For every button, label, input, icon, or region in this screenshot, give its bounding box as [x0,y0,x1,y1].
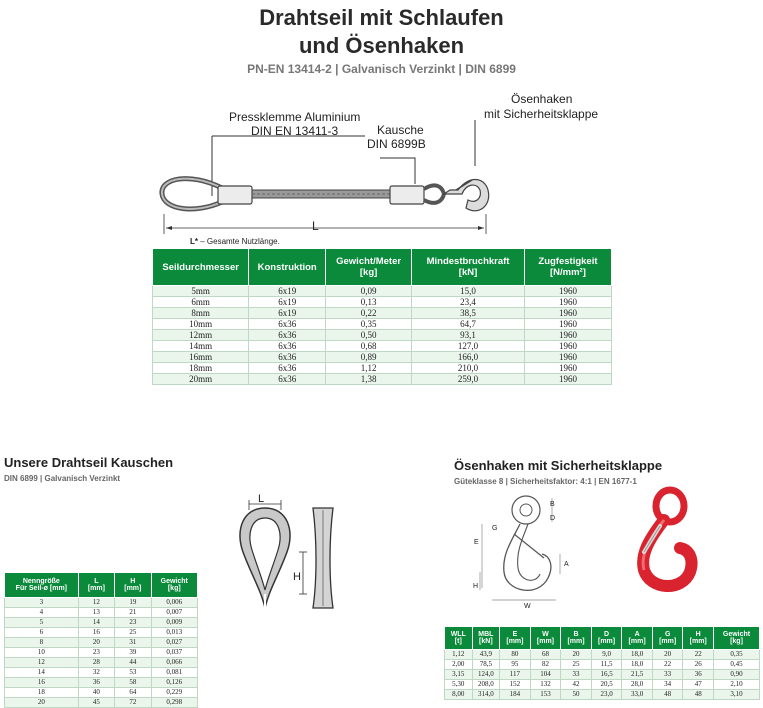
table-cell: 78,5 [472,660,500,670]
table-cell: 0,13 [326,297,412,308]
table-cell: 0,22 [326,308,412,319]
table-cell: 0,027 [151,638,197,648]
table-cell: 82 [530,660,561,670]
hook-dim-e: E [474,539,479,546]
table-cell: 0,006 [151,598,197,608]
length-note: L* – Gesamte Nutzlänge. [190,237,280,246]
table-cell: 3,15 [445,670,473,680]
table-cell: 0,126 [151,678,197,688]
table-cell: 0,45 [713,660,759,670]
table-cell: 5,30 [445,680,473,690]
table-row [5,598,198,608]
table-cell: 259,0 [412,374,525,385]
kauschen-title: Unsere Drahtseil Kauschen [4,455,174,470]
table-cell: 1960 [524,308,611,319]
table-cell: 4 [5,608,79,618]
table-row [153,352,612,363]
table-cell: 18mm [153,363,249,374]
table-cell: 20,5 [591,680,622,690]
table-row [5,678,198,688]
table-row [5,608,198,618]
header-e: E [mm] [500,627,531,650]
thimble-dim-h: H [293,571,301,583]
table-cell: 50 [561,690,592,700]
table-cell: 23 [115,618,151,628]
table-cell: 0,298 [151,698,197,708]
table-cell: 0,013 [151,628,197,638]
table-cell: 5 [5,618,79,628]
table-cell: 20 [78,638,114,648]
table-cell: 80 [500,650,531,660]
table-cell: 0,09 [326,286,412,297]
table-cell: 0,037 [151,648,197,658]
table-cell: 152 [500,680,531,690]
table-cell: 34 [652,680,683,690]
table-cell: 1,12 [445,650,473,660]
table-row [5,618,198,628]
header-konstruktion: Konstruktion [249,249,326,286]
hook-dim-d: D [550,515,556,522]
table-cell: 1960 [524,374,611,385]
table-cell: 6 [5,628,79,638]
table-cell: 1960 [524,319,611,330]
table-cell: 40 [78,688,114,698]
page-title-line1: Drahtseil mit Schlaufen [259,5,504,30]
table-cell: 21 [115,608,151,618]
table-cell: 16mm [153,352,249,363]
table-cell: 23,0 [591,690,622,700]
table-row [5,688,198,698]
table-cell: 26 [683,660,714,670]
header-nenngroesse: Nenngröße Für Seil-ø [mm] [5,573,79,598]
table-cell: 8 [5,638,79,648]
header-mbl: MBL [kN] [472,627,500,650]
table-cell: 33 [652,670,683,680]
hook-subtitle: Güteklasse 8 | Sicherheitsfaktor: 4:1 | EN 1677-1 [454,477,637,486]
hook-dim-w: W [524,603,531,610]
table-cell: 10 [5,648,79,658]
table-cell: 132 [530,680,561,690]
label-pressklemme-norm: DIN EN 13411-3 [251,124,339,138]
table-cell: 0,009 [151,618,197,628]
label-kausche: Kausche [377,123,424,137]
table-cell: 16 [78,628,114,638]
table-row [153,297,612,308]
table-cell: 31 [115,638,151,648]
table-cell: 18,0 [622,660,653,670]
table-cell: 43,9 [472,650,500,660]
table-cell: 0,89 [326,352,412,363]
table-cell: 25 [115,628,151,638]
table-cell: 210,0 [412,363,525,374]
table-cell: 16,5 [591,670,622,680]
header-l: L [mm] [78,573,114,598]
table-cell: 23,4 [412,297,525,308]
hook-dim-b: B [550,501,555,508]
table-cell: 1960 [524,286,611,297]
table-cell: 127,0 [412,341,525,352]
table-cell: 48 [652,690,683,700]
table-cell: 28 [78,658,114,668]
table-cell: 6x19 [249,297,326,308]
table-cell: 0,50 [326,330,412,341]
table-row [153,308,612,319]
table-cell: 23 [78,648,114,658]
kauschen-subtitle: DIN 6899 | Galvanisch Verzinkt [4,474,121,483]
table-cell: 0,35 [326,319,412,330]
table-cell: 18,0 [622,650,653,660]
table-cell: 12 [78,598,114,608]
table-cell: 1,38 [326,374,412,385]
table-cell: 6x36 [249,319,326,330]
table-cell: 68 [530,650,561,660]
table-row [5,638,198,648]
table-cell: 0,68 [326,341,412,352]
table-cell: 2,10 [713,680,759,690]
table-cell: 48 [683,690,714,700]
table-row [445,660,760,670]
table-cell: 47 [683,680,714,690]
table-cell: 8mm [153,308,249,319]
table-cell: 95 [500,660,531,670]
header-seildurchmesser: Seildurchmesser [153,249,249,286]
table-cell: 20 [652,650,683,660]
table-cell: 6x19 [249,286,326,297]
table-cell: 14mm [153,341,249,352]
table-cell: 0,007 [151,608,197,618]
table-cell: 6x36 [249,352,326,363]
label-kausche-norm: DIN 6899B [367,137,426,151]
table-cell: 36 [683,670,714,680]
table-cell: 36 [78,678,114,688]
table-row [153,286,612,297]
table-header-row [153,249,612,286]
table-row [5,628,198,638]
table-row [445,670,760,680]
wire-rope-spec-table [152,248,612,385]
table-cell: 14 [78,618,114,628]
hook-dim-h: H [473,583,479,590]
table-cell: 1960 [524,341,611,352]
header-a: A [mm] [622,627,653,650]
table-cell: 12mm [153,330,249,341]
label-length: L [312,219,319,233]
table-cell: 1,12 [326,363,412,374]
table-cell: 33,0 [622,690,653,700]
table-cell: 22 [652,660,683,670]
table-cell: 38,5 [412,308,525,319]
table-row [445,690,760,700]
table-cell: 166,0 [412,352,525,363]
table-cell: 124,0 [472,670,500,680]
table-cell: 14 [5,668,79,678]
table-cell: 6x36 [249,341,326,352]
table-cell: 10mm [153,319,249,330]
table-cell: 6x36 [249,330,326,341]
table-cell: 20 [561,650,592,660]
table-cell: 53 [115,668,151,678]
table-cell: 42 [561,680,592,690]
table-cell: 8,00 [445,690,473,700]
table-row [153,363,612,374]
header-zugfestigkeit: Zugfestigkeit [N/mm²] [524,249,611,286]
header-d: D [mm] [591,627,622,650]
table-cell: 3 [5,598,79,608]
table-cell: 1960 [524,297,611,308]
table-cell: 20mm [153,374,249,385]
thimble-dim-l: L [258,493,265,505]
header-mindestbruchkraft: Mindestbruchkraft [kN] [412,249,525,286]
label-hook-latch: mit Sicherheitsklappe [484,107,599,121]
header-gewicht-k: Gewicht [kg] [151,573,197,598]
table-row [5,668,198,678]
wire-rope-diagram [150,110,500,240]
table-row [445,680,760,690]
hook-title: Ösenhaken mit Sicherheitsklappe [454,458,663,473]
table-cell: 0,90 [713,670,759,680]
table-cell: 58 [115,678,151,688]
table-cell: 18 [5,688,79,698]
label-hook: Ösenhaken [511,92,573,106]
table-header-row [445,627,760,650]
table-cell: 93,1 [412,330,525,341]
table-cell: 22 [683,650,714,660]
table-cell: 12 [5,658,79,668]
table-cell: 11,5 [591,660,622,670]
header-h: H [mm] [115,573,151,598]
hook-dim-g: G [492,525,498,532]
page-subtitle: PN-EN 13414-2 | Galvanisch Verzinkt | DIN 6899 [247,62,516,76]
page-title-line2: und Ösenhaken [298,33,465,58]
label-pressklemme: Pressklemme Aluminium [229,110,361,124]
table-cell: 64,7 [412,319,525,330]
header-h-hook: H [mm] [683,627,714,650]
table-cell: 0,35 [713,650,759,660]
table-row [153,330,612,341]
kauschen-spec-table [4,572,198,708]
table-cell: 153 [530,690,561,700]
table-cell: 19 [115,598,151,608]
table-cell: 45 [78,698,114,708]
table-cell: 6x19 [249,308,326,319]
table-cell: 117 [500,670,531,680]
table-row [153,374,612,385]
table-cell: 0,081 [151,668,197,678]
table-cell: 21,5 [622,670,653,680]
hook-technical-drawing [468,488,578,612]
header-wll: WLL [t] [445,627,473,650]
table-cell: 104 [530,670,561,680]
table-cell: 184 [500,690,531,700]
table-cell: 1960 [524,330,611,341]
table-cell: 13 [78,608,114,618]
header-gewicht-h: Gewicht [kg] [713,627,759,650]
table-row [5,648,198,658]
table-cell: 20 [5,698,79,708]
table-cell: 1960 [524,363,611,374]
hook-spec-table [444,626,760,700]
hook-photo [624,486,706,596]
table-cell: 44 [115,658,151,668]
table-cell: 5mm [153,286,249,297]
table-row [153,341,612,352]
table-cell: 314,0 [472,690,500,700]
table-cell: 9,0 [591,650,622,660]
table-cell: 0,229 [151,688,197,698]
header-gewicht: Gewicht/Meter [kg] [326,249,412,286]
table-cell: 15,0 [412,286,525,297]
table-row [153,319,612,330]
table-cell: 6mm [153,297,249,308]
header-g: G [mm] [652,627,683,650]
thimble-drawing [225,490,355,620]
table-cell: 28,0 [622,680,653,690]
table-cell: 6x36 [249,363,326,374]
table-row [5,658,198,668]
table-cell: 16 [5,678,79,688]
table-cell: 6x36 [249,374,326,385]
header-b: B [mm] [561,627,592,650]
table-row [445,650,760,660]
header-w: W [mm] [530,627,561,650]
table-cell: 25 [561,660,592,670]
table-cell: 33 [561,670,592,680]
table-cell: 0,066 [151,658,197,668]
table-cell: 64 [115,688,151,698]
table-header-row [5,573,198,598]
table-cell: 2,00 [445,660,473,670]
table-cell: 72 [115,698,151,708]
table-cell: 1960 [524,352,611,363]
hook-dim-a: A [564,561,569,568]
table-cell: 32 [78,668,114,678]
table-cell: 39 [115,648,151,658]
table-cell: 208,0 [472,680,500,690]
table-cell: 3,10 [713,690,759,700]
